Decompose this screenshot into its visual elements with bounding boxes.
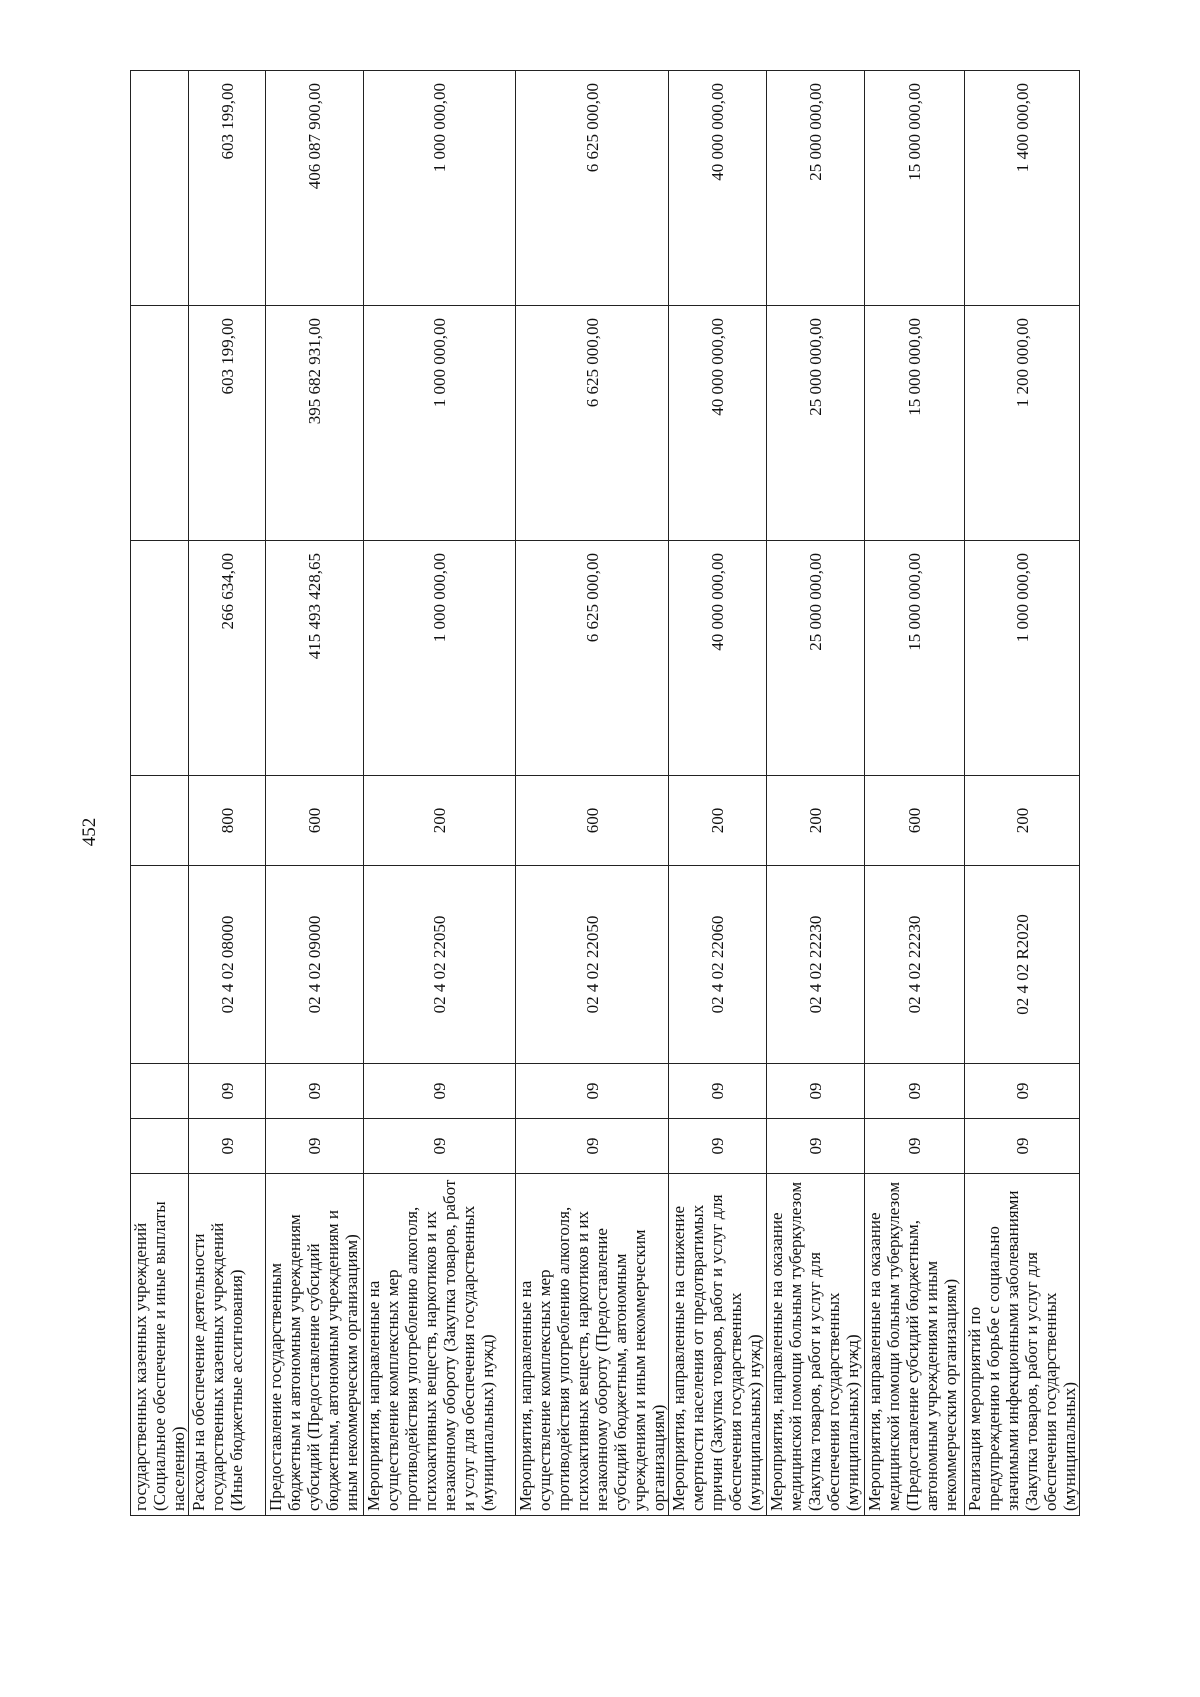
table-row bbox=[865, 71, 965, 1516]
amount-year-1: 1 000 000,00 bbox=[965, 541, 1080, 776]
amount-year-1: 25 000 000,00 bbox=[767, 541, 865, 776]
section-code: 09 bbox=[266, 1119, 364, 1174]
amount-year-1: 1 000 000,00 bbox=[364, 541, 516, 776]
target-article-code: 02 4 02 22230 bbox=[767, 866, 865, 1064]
subsection-code: 09 bbox=[516, 1064, 669, 1119]
subsection-code: 09 bbox=[965, 1064, 1080, 1119]
subsection-code: 09 bbox=[669, 1064, 767, 1119]
subsection-code bbox=[131, 1064, 189, 1119]
target-article-code: 02 4 02 22060 bbox=[669, 866, 767, 1064]
amount-year-3: 40 000 000,00 bbox=[669, 71, 767, 306]
section-code bbox=[131, 1119, 189, 1174]
row-description: Расходы на обеспечение деятельности государственных казенных учреждений (Иные бюджетные ассигнования) bbox=[189, 1174, 266, 1516]
expense-type-code bbox=[131, 776, 189, 866]
amount-year-1 bbox=[131, 541, 189, 776]
section-code: 09 bbox=[516, 1119, 669, 1174]
row-description: Мероприятия, направленные на осуществление комплексных мер противодействия употреблению алкоголя, психоактивных веществ, наркотиков и их незаконному обороту (Предоставление субсидий бюджетным, автономным учреждениям и иным некоммерческим организациям) bbox=[516, 1174, 669, 1516]
amount-year-2: 1 200 000,00 bbox=[965, 306, 1080, 541]
section-code: 09 bbox=[669, 1119, 767, 1174]
amount-year-3: 1 000 000,00 bbox=[364, 71, 516, 306]
amount-year-3: 1 400 000,00 bbox=[965, 71, 1080, 306]
target-article-code: 02 4 02 22230 bbox=[865, 866, 965, 1064]
amount-year-2: 25 000 000,00 bbox=[767, 306, 865, 541]
expense-type-code: 600 bbox=[865, 776, 965, 866]
section-code: 09 bbox=[865, 1119, 965, 1174]
section-code: 09 bbox=[364, 1119, 516, 1174]
table-row bbox=[266, 71, 364, 1516]
budget-table bbox=[130, 70, 1080, 1516]
amount-year-1: 15 000 000,00 bbox=[865, 541, 965, 776]
amount-year-2: 6 625 000,00 bbox=[516, 306, 669, 541]
expense-type-code: 200 bbox=[965, 776, 1080, 866]
amount-year-1: 266 634,00 bbox=[189, 541, 266, 776]
target-article-code: 02 4 02 22050 bbox=[364, 866, 516, 1064]
row-description: Мероприятия, направленные на осуществление комплексных мер противодействия употреблению алкоголя, психоактивных веществ, наркотиков и их незаконному обороту (Закупка товаров, работ и услуг для обеспечения государственных (муниципальных) нужд) bbox=[364, 1174, 516, 1516]
target-article-code: 02 4 02 R2020 bbox=[965, 866, 1080, 1064]
target-article-code: 02 4 02 08000 bbox=[189, 866, 266, 1064]
amount-year-2 bbox=[131, 306, 189, 541]
amount-year-1: 40 000 000,00 bbox=[669, 541, 767, 776]
table-row bbox=[767, 71, 865, 1516]
amount-year-3: 15 000 000,00 bbox=[865, 71, 965, 306]
amount-year-3: 406 087 900,00 bbox=[266, 71, 364, 306]
table-row bbox=[516, 71, 669, 1516]
amount-year-3 bbox=[131, 71, 189, 306]
subsection-code: 09 bbox=[767, 1064, 865, 1119]
amount-year-3: 603 199,00 bbox=[189, 71, 266, 306]
amount-year-3: 6 625 000,00 bbox=[516, 71, 669, 306]
amount-year-1: 6 625 000,00 bbox=[516, 541, 669, 776]
subsection-code: 09 bbox=[865, 1064, 965, 1119]
subsection-code: 09 bbox=[189, 1064, 266, 1119]
expense-type-code: 200 bbox=[767, 776, 865, 866]
target-article-code: 02 4 02 09000 bbox=[266, 866, 364, 1064]
expense-type-code: 200 bbox=[364, 776, 516, 866]
amount-year-2: 1 000 000,00 bbox=[364, 306, 516, 541]
section-code: 09 bbox=[767, 1119, 865, 1174]
amount-year-3: 25 000 000,00 bbox=[767, 71, 865, 306]
expense-type-code: 200 bbox=[669, 776, 767, 866]
amount-year-2: 40 000 000,00 bbox=[669, 306, 767, 541]
page-number: 452 bbox=[79, 817, 100, 847]
row-description: Мероприятия, направленные на оказание медицинской помощи больным туберкулезом (Закупка товаров, работ и услуг для обеспечения государственных (муниципальных) нужд) bbox=[767, 1174, 865, 1516]
table-row bbox=[131, 71, 189, 1516]
table-row bbox=[364, 71, 516, 1516]
expense-type-code: 600 bbox=[516, 776, 669, 866]
amount-year-2: 395 682 931,00 bbox=[266, 306, 364, 541]
expense-type-code: 800 bbox=[189, 776, 266, 866]
table-row bbox=[669, 71, 767, 1516]
table-row bbox=[189, 71, 266, 1516]
section-code: 09 bbox=[189, 1119, 266, 1174]
row-description: Мероприятия, направленные на оказание медицинской помощи больным туберкулезом (Предоставление субсидий бюджетным, автономным учреждениям и иным некоммерческим организациям) bbox=[865, 1174, 965, 1516]
target-article-code: 02 4 02 22050 bbox=[516, 866, 669, 1064]
amount-year-2: 603 199,00 bbox=[189, 306, 266, 541]
subsection-code: 09 bbox=[364, 1064, 516, 1119]
row-description: Мероприятия, направленные на снижение смертности населения от предотвратимых причин (Закупка товаров, работ и услуг для обеспечения государственных (муниципальных) нужд) bbox=[669, 1174, 767, 1516]
amount-year-2: 15 000 000,00 bbox=[865, 306, 965, 541]
target-article-code bbox=[131, 866, 189, 1064]
row-description: Предоставление государственным бюджетным и автономным учреждениям субсидий (Предоставление субсидий бюджетным, автономным учреждениям и иным некоммерческим организациям) bbox=[266, 1174, 364, 1516]
table-row bbox=[965, 71, 1080, 1516]
row-description: государственных казенных учреждений (Социальное обеспечение и иные выплаты населению) bbox=[131, 1174, 189, 1516]
rotated-table-container bbox=[130, 71, 1079, 1516]
amount-year-1: 415 493 428,65 bbox=[266, 541, 364, 776]
subsection-code: 09 bbox=[266, 1064, 364, 1119]
section-code: 09 bbox=[965, 1119, 1080, 1174]
expense-type-code: 600 bbox=[266, 776, 364, 866]
row-description: Реализация мероприятий по предупреждению и борьбе с социально значимыми инфекционными заболеваниями (Закупка товаров, работ и услуг для обеспечения государственных (муниципальных) bbox=[965, 1174, 1080, 1516]
